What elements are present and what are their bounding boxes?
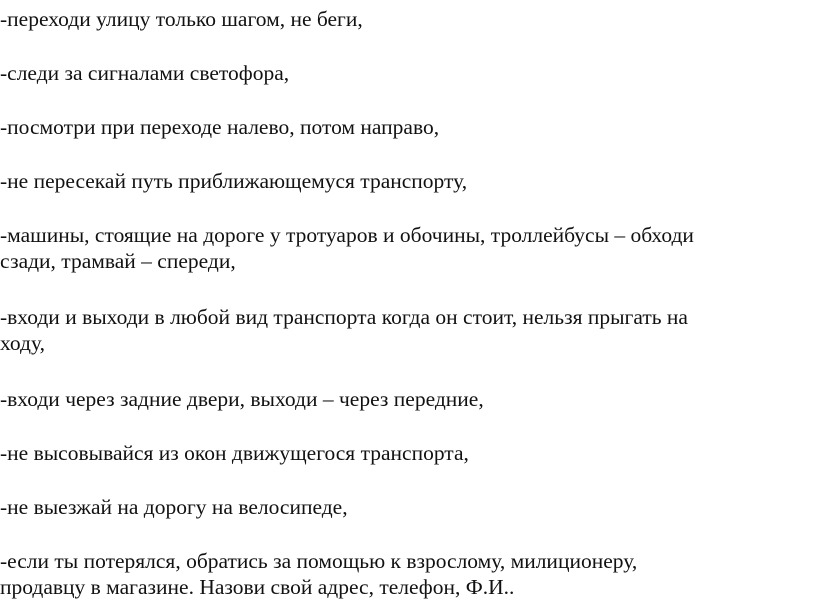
- rule-line: -если ты потерялся, обратись за помощью к взрослому, милиционеру,: [0, 549, 638, 573]
- rule-line: -не высовывайся из окон движущегося транспорта,: [0, 441, 469, 465]
- rule-item: [0, 386, 484, 412]
- rule-line: -следи за сигналами светофора,: [0, 61, 290, 85]
- rule-line: ходу,: [0, 331, 45, 355]
- rule-line: -не пересекай путь приближающемуся транспорту,: [0, 169, 468, 193]
- rule-line: -посмотри при переходе налево, потом направо,: [0, 115, 440, 139]
- rule-item: [0, 6, 363, 32]
- rule-line: -машины, стоящие на дороге у тротуаров и обочины, троллейбусы – обходи: [0, 223, 694, 247]
- rule-item: [0, 304, 688, 356]
- rule-line: продавцу в магазине. Назови свой адрес, телефон, Ф.И..: [0, 575, 515, 599]
- rule-line: -входи и выходи в любой вид транспорта когда он стоит, нельзя прыгать на: [0, 305, 688, 329]
- rule-item: [0, 494, 348, 520]
- rule-item: [0, 168, 467, 194]
- rule-item: [0, 548, 637, 600]
- rule-item: [0, 440, 469, 466]
- rule-line: -не выезжай на дорогу на велосипеде,: [0, 495, 348, 519]
- rule-item: [0, 114, 439, 140]
- rule-item: [0, 60, 289, 86]
- rule-item: [0, 222, 694, 274]
- rule-line: -переходи улицу только шагом, не беги,: [0, 7, 363, 31]
- rule-line: -входи через задние двери, выходи – через передние,: [0, 387, 484, 411]
- rule-line: сзади, трамвай – спереди,: [0, 249, 236, 273]
